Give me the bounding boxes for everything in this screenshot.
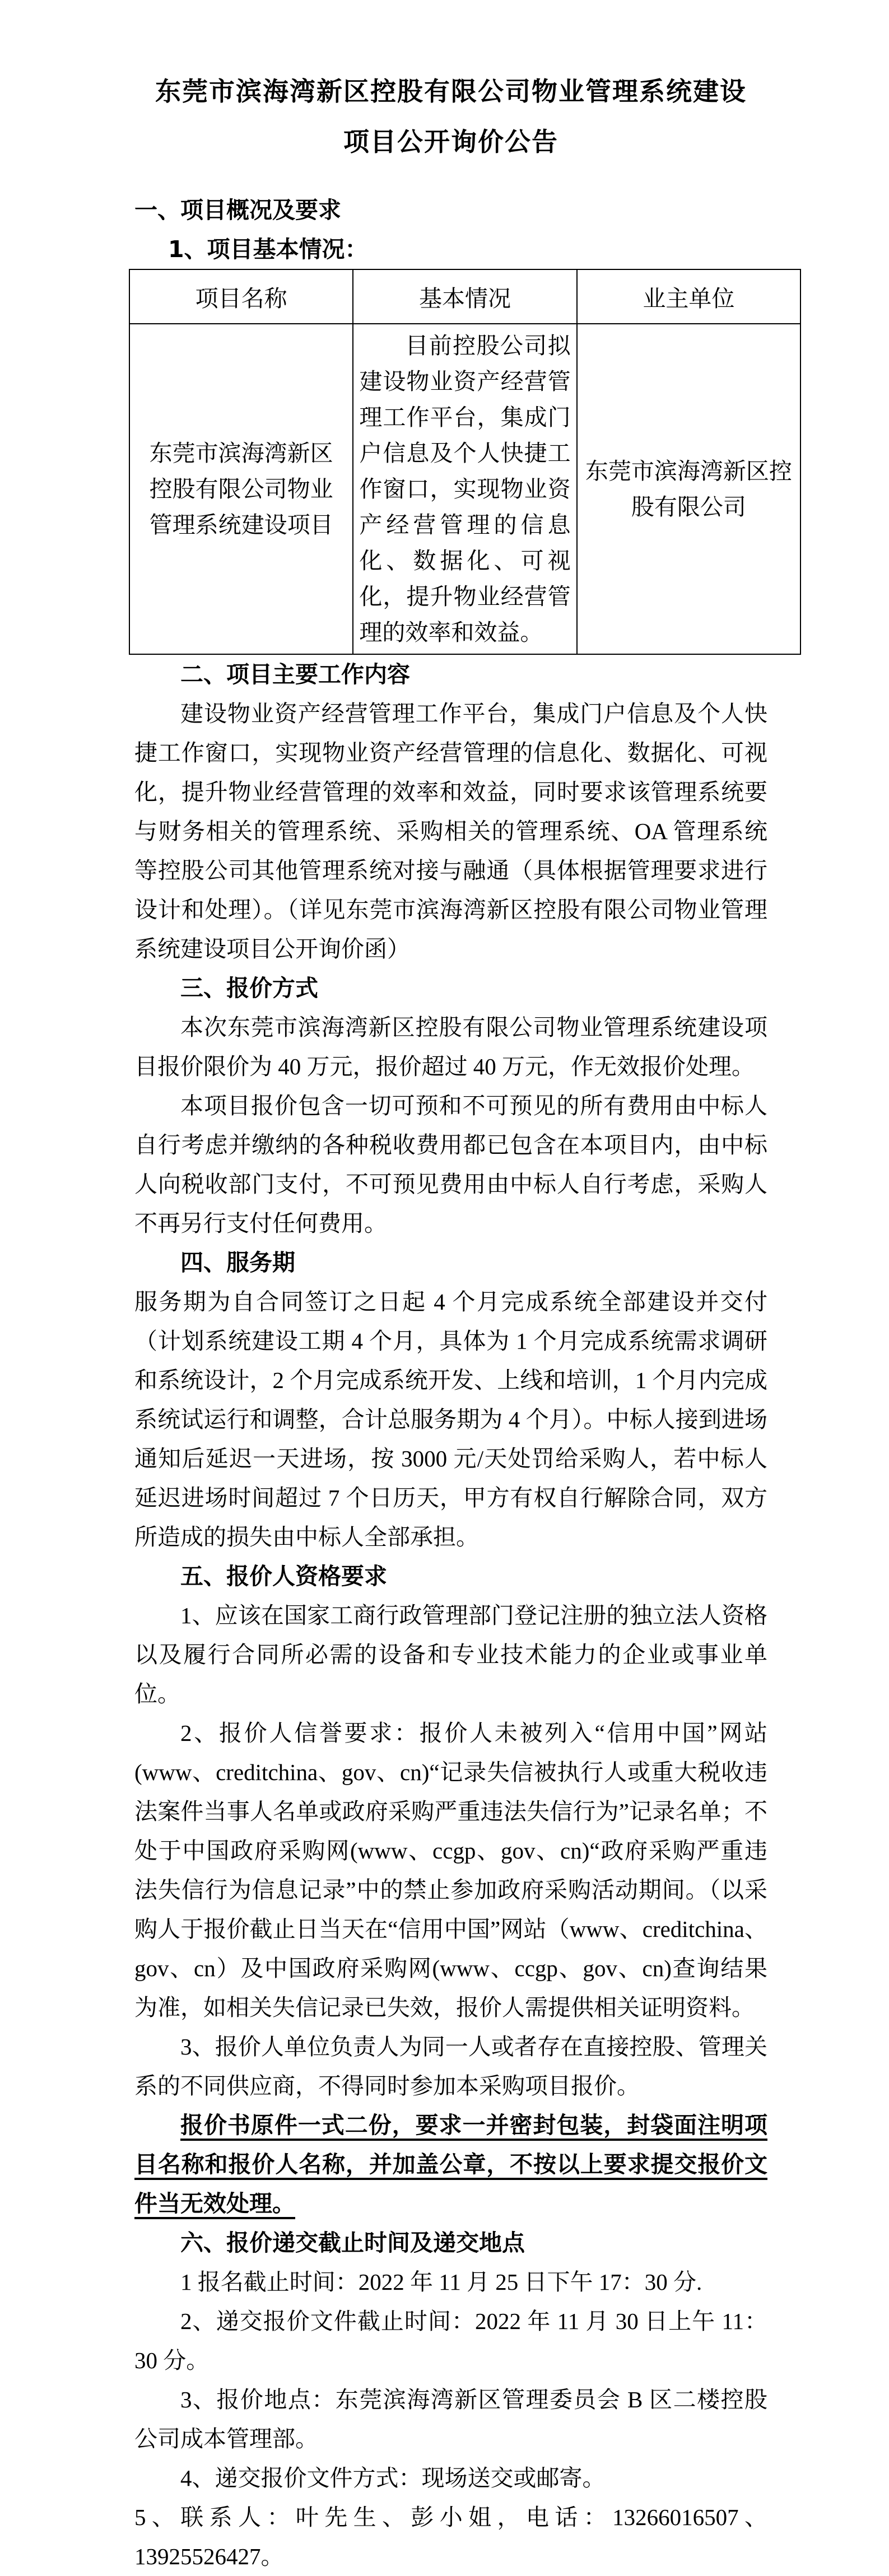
paragraph: 本项目报价包含一切可预和不可预见的所有费用由中标人自行考虑并缴纳的各种税收费用都已包含在本项目内，由中标人向税收部门支付，不可预见费用由中标人自行考虑，采购人不再另行支付任何费用。 (134, 1093, 767, 1236)
owner-unit-cell: 东莞市滨海湾新区控股有限公司 (577, 324, 800, 654)
paragraph: 3、报价人单位负责人为同一人或者存在直接控股、管理关系的不同供应商，不得同时参加本采购项目报价。 (134, 2034, 767, 2099)
paragraph: 2、报价人信誉要求：报价人未被列入“信用中国”网站(www、creditchina、gov、cn)“记录失信被执行人或重大税收违法案件当事人名单或政府采购严重违法失信行为”记录名单；不处于中国政府采购网(www、ccgp、gov、cn)“政府采购严重违法失信行为信息记录”中的禁止参加政府采购活动期间。（以采购人于报价截止日当天在“信用中国”网站（www、creditchina、gov、cn）及中国政府采购网(www、ccgp、gov、cn)查询结果为准，如相关失信记录已失效，报价人需提供相关证明资料。 (134, 1720, 767, 2020)
paragraph: 3、报价地点：东莞滨海湾新区管理委员会 B 区二楼控股公司成本管理部。 (134, 2387, 767, 2452)
paragraph: 服务期为自合同签订之日起 4 个月完成系统全部建设并交付（计划系统建设工期 4 个月，具体为 1 个月完成系统需求调研和系统设计，2 个月完成系统开发、上线和培训，1 个月内完成系统试运行和调整，合计总服务期为 4 个月）。中标人接到进场通知后延迟一天进场，按 3000 元/天处罚给采购人，若中标人延迟进场时间超过 7 个日历天，甲方有权自行解除合同，双方所造成的损失由中标人全部承担。 (134, 1289, 767, 1550)
paragraph: 1、应该在国家工商行政管理部门登记注册的独立法人资格以及履行合同所必需的设备和专业技术能力的企业或事业单位。 (134, 1603, 767, 1707)
table-header-row (129, 269, 800, 324)
paragraph: 4、递交报价文件方式：现场送交或邮寄。 (180, 2465, 606, 2491)
sub-heading: 1、项目基本情况： (168, 236, 368, 263)
section-heading: 五、报价人资格要求 (180, 1563, 387, 1590)
table-header-cell: 基本情况 (353, 269, 576, 324)
table-row (129, 324, 800, 654)
emphasized-paragraph: 报价书原件一式二份，要求一并密封包装，封袋面注明项目名称和报价人名称，并加盖公章，不按以上要求提交报价文件当无效处理。 (134, 2112, 767, 2216)
paragraph: 1 报名截止时间：2022 年 11 月 25 日下午 17：30 分. (180, 2269, 702, 2295)
paragraph: 2、递交报价文件截止时间：2022 年 11 月 30 日上午 11：30 分。 (134, 2308, 767, 2373)
table-header-cell: 项目名称 (129, 269, 353, 324)
contact-line: 5、联系人：叶先生、彭小姐，电话：13266016507、13925526427。 (134, 2504, 767, 2569)
table-header-cell: 业主单位 (577, 269, 800, 324)
paragraph: 建设物业资产经营管理工作平台，集成门户信息及个人快捷工作窗口，实现物业资产经营管理的信息化、数据化、可视化，提升物业经营管理的效率和效益，同时要求该管理系统要与财务相关的管理系统、采购相关的管理系统、OA 管理系统等控股公司其他管理系统对接与融通（具体根据管理要求进行设计和处理）。（详见东莞市滨海湾新区控股有限公司物业管理系统建设项目公开询价函） (134, 701, 767, 962)
section-heading: 四、服务期 (180, 1249, 295, 1276)
section-heading: 二、项目主要工作内容 (180, 661, 410, 688)
document-title-line-1: 东莞市滨海湾新区控股有限公司物业管理系统建设 (155, 76, 747, 106)
section-heading: 三、报价方式 (180, 975, 318, 1001)
document-body (134, 190, 792, 2576)
basic-info-table (129, 269, 801, 655)
basic-info-cell: 目前控股公司拟建设物业资产经营管理工作平台，集成门户信息及个人快捷工作窗口，实现物业资产经营管理的信息化、数据化、可视化，提升物业经营管理的效率和效益。 (353, 324, 576, 654)
document-title-line-2: 项目公开询价公告 (343, 127, 558, 157)
title-block (134, 66, 767, 167)
project-name-cell: 东莞市滨海湾新区控股有限公司物业管理系统建设项目 (129, 324, 353, 654)
section-heading: 六、报价递交截止时间及递交地点 (180, 2229, 525, 2256)
paragraph: 本次东莞市滨海湾新区控股有限公司物业管理系统建设项目报价限价为 40 万元，报价超过 40 万元，作无效报价处理。 (134, 1014, 767, 1079)
section-heading: 一、项目概况及要求 (134, 197, 341, 223)
